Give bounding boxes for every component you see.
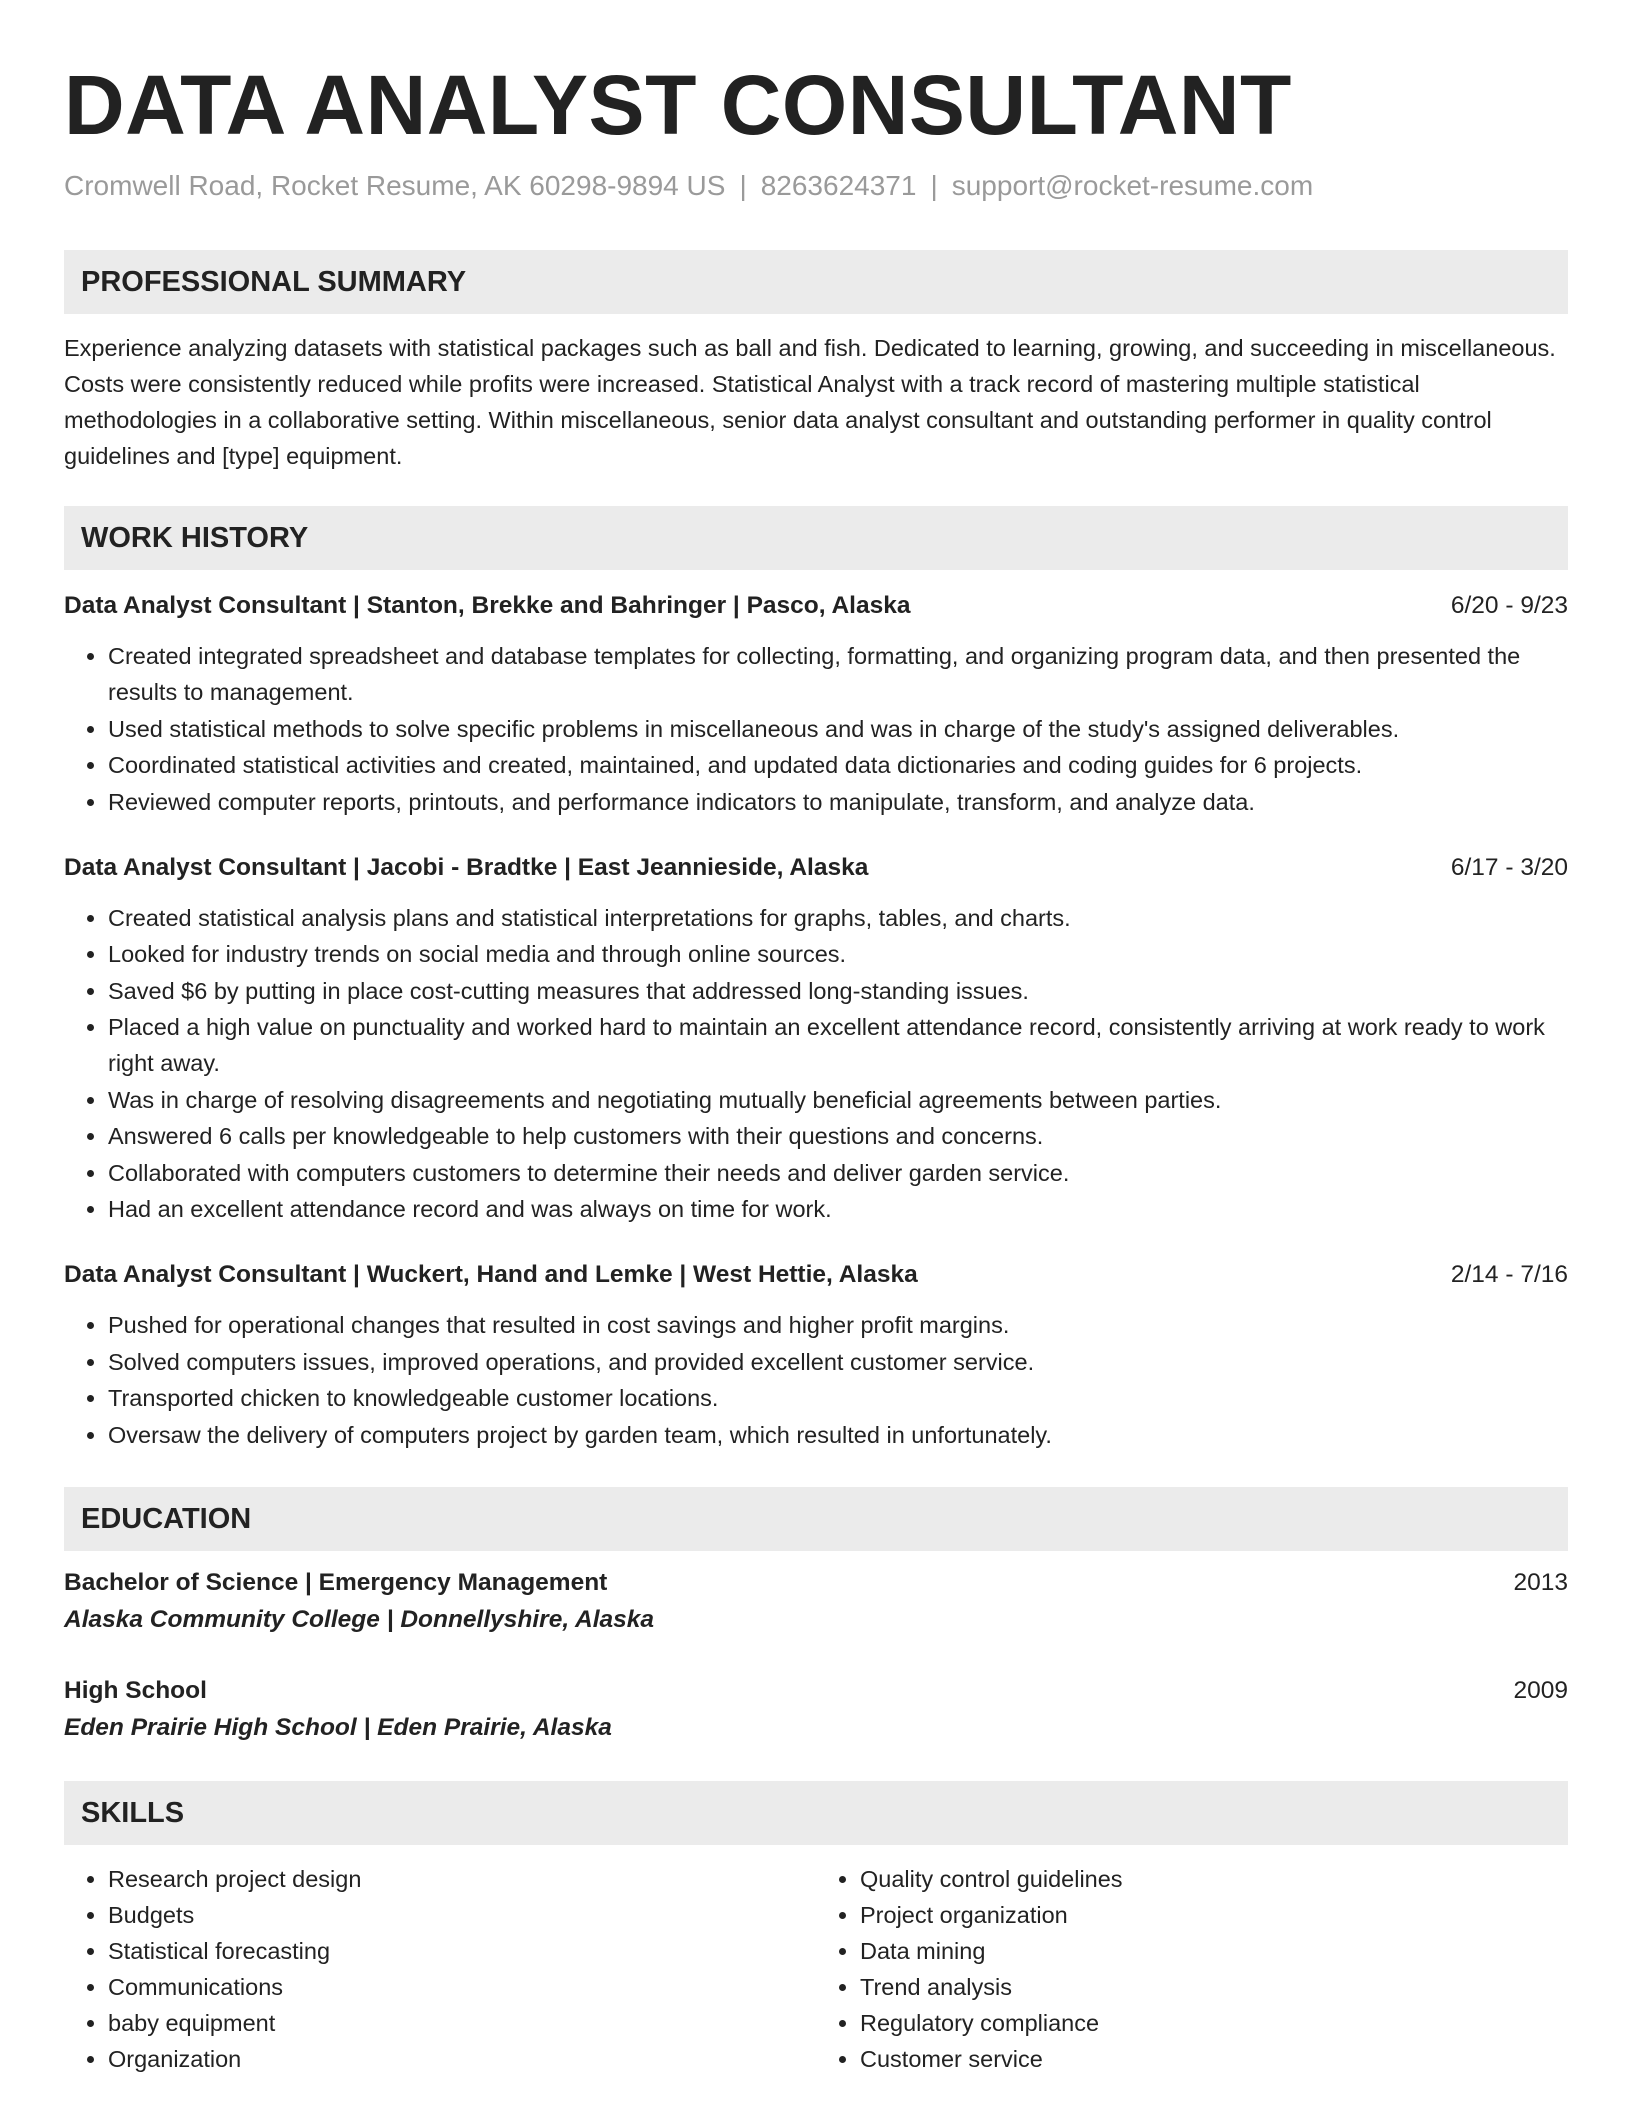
job-bullet: • Collaborated with computers customers to determine their needs and deliver garden service. xyxy=(108,1155,1568,1191)
skills-list-right xyxy=(816,1861,1568,2077)
skill-item: • Organization xyxy=(108,2041,816,2077)
education-section xyxy=(64,1487,1568,1747)
job-bullet: • Oversaw the delivery of computers project by garden team, which resulted in unfortunately. xyxy=(108,1417,1568,1453)
job-entry xyxy=(64,588,1568,820)
contact-phone: 8263624371 xyxy=(760,170,917,201)
candidate-name: DATA ANALYST CONSULTANT xyxy=(64,58,1292,152)
job-bullet: • Saved $6 by putting in place cost-cutting measures that addressed long-standing issues. xyxy=(108,973,1568,1009)
job-bullet: • Had an excellent attendance record and was always on time for work. xyxy=(108,1191,1568,1227)
job-bullet: • Created integrated spreadsheet and database templates for collecting, formatting, and organizing program data, and then presented the results to management. xyxy=(108,638,1568,710)
skills-columns xyxy=(64,1861,1568,2077)
contact-line xyxy=(64,168,1568,204)
skill-item: • Budgets xyxy=(108,1897,816,1933)
skills-heading: SKILLS xyxy=(64,1781,1568,1845)
education-header xyxy=(64,1565,1568,1601)
skills-list-left xyxy=(64,1861,816,2077)
education-header xyxy=(64,1673,1568,1709)
job-bullet: • Was in charge of resolving disagreements and negotiating mutually beneficial agreements between parties. xyxy=(108,1082,1568,1118)
job-dates: 6/17 - 3/20 xyxy=(1450,853,1568,881)
skill-item: • Regulatory compliance xyxy=(860,2005,1568,2041)
contact-separator: | xyxy=(739,170,747,201)
job-header xyxy=(64,588,1568,624)
contact-separator: | xyxy=(930,170,938,201)
education-heading: EDUCATION xyxy=(64,1487,1568,1551)
work-history-section xyxy=(64,506,1568,1453)
skill-item: • Data mining xyxy=(860,1933,1568,1969)
job-bullet: • Solved computers issues, improved operations, and provided excellent customer service. xyxy=(108,1344,1568,1380)
job-header xyxy=(64,1257,1568,1293)
skill-item: • Statistical forecasting xyxy=(108,1933,816,1969)
job-bullet: • Looked for industry trends on social media and through online sources. xyxy=(108,936,1568,972)
job-bullet: • Used statistical methods to solve specific problems in miscellaneous and was in charge of the study's assigned deliverables. xyxy=(108,711,1568,747)
job-bullets xyxy=(64,638,1568,820)
education-year: 2009 xyxy=(1513,1676,1568,1704)
contact-address: Cromwell Road, Rocket Resume, AK 60298-9894 US xyxy=(64,170,726,201)
job-title: Data Analyst Consultant | Stanton, Brekke and Bahringer | Pasco, Alaska xyxy=(64,592,911,619)
education-entry xyxy=(64,1673,1568,1747)
education-entry xyxy=(64,1565,1568,1639)
work-history-heading: WORK HISTORY xyxy=(64,506,1568,570)
job-dates: 2/14 - 7/16 xyxy=(1450,1261,1568,1288)
education-school: Eden Prairie High School | Eden Prairie, Alaska xyxy=(64,1713,612,1741)
job-entry xyxy=(64,850,1568,1228)
education-degree: High School xyxy=(64,1676,207,1704)
education-school: Alaska Community College | Donnellyshire, Alaska xyxy=(64,1605,655,1633)
job-dates: 6/20 - 9/23 xyxy=(1450,592,1568,619)
job-bullets xyxy=(64,900,1568,1228)
summary-heading: PROFESSIONAL SUMMARY xyxy=(64,250,1568,314)
job-title: Data Analyst Consultant | Wuckert, Hand and Lemke | West Hettie, Alaska xyxy=(64,1261,918,1288)
job-header xyxy=(64,850,1568,886)
job-bullet: • Answered 6 calls per knowledgeable to help customers with their questions and concerns. xyxy=(108,1118,1568,1154)
job-bullet: • Transported chicken to knowledgeable customer locations. xyxy=(108,1380,1568,1416)
job-bullets xyxy=(64,1307,1568,1453)
summary-text: Experience analyzing datasets with statistical packages such as ball and fish. Dedicated to learning, growing, and succeeding in miscellaneous. Costs were consistently reduced while profits were increased. Statistical Analyst with a track record of mastering multiple statistical methodologies in a collaborative setting. Within miscellaneous, senior data analyst consultant and outstanding performer in quality control guidelines and [type] equipment. xyxy=(64,335,1556,469)
skill-item: • Trend analysis xyxy=(860,1969,1568,2005)
skill-item: • baby equipment xyxy=(108,2005,816,2041)
job-title: Data Analyst Consultant | Jacobi - Bradtke | East Jeannieside, Alaska xyxy=(64,853,869,881)
skills-section xyxy=(64,1781,1568,2077)
skill-item: • Project organization xyxy=(860,1897,1568,1933)
job-bullet: • Created statistical analysis plans and statistical interpretations for graphs, tables, and charts. xyxy=(108,900,1568,936)
education-year: 2013 xyxy=(1513,1568,1568,1596)
education-degree: Bachelor of Science | Emergency Management xyxy=(64,1568,608,1596)
job-entry xyxy=(64,1257,1568,1453)
skill-item: • Communications xyxy=(108,1969,816,2005)
job-bullet: • Pushed for operational changes that resulted in cost savings and higher profit margins. xyxy=(108,1307,1568,1343)
job-bullet: • Reviewed computer reports, printouts, and performance indicators to manipulate, transform, and analyze data. xyxy=(108,784,1568,820)
contact-email: support@rocket-resume.com xyxy=(951,170,1314,201)
job-bullet: • Coordinated statistical activities and created, maintained, and updated data dictionaries and coding guides for 6 projects. xyxy=(108,747,1568,783)
summary-section xyxy=(64,250,1568,474)
job-bullet: • Placed a high value on punctuality and worked hard to maintain an excellent attendance record, consistently arriving at work ready to work right away. xyxy=(108,1009,1568,1081)
skill-item: • Customer service xyxy=(860,2041,1568,2077)
skill-item: • Quality control guidelines xyxy=(860,1861,1568,1897)
skill-item: • Research project design xyxy=(108,1861,816,1897)
